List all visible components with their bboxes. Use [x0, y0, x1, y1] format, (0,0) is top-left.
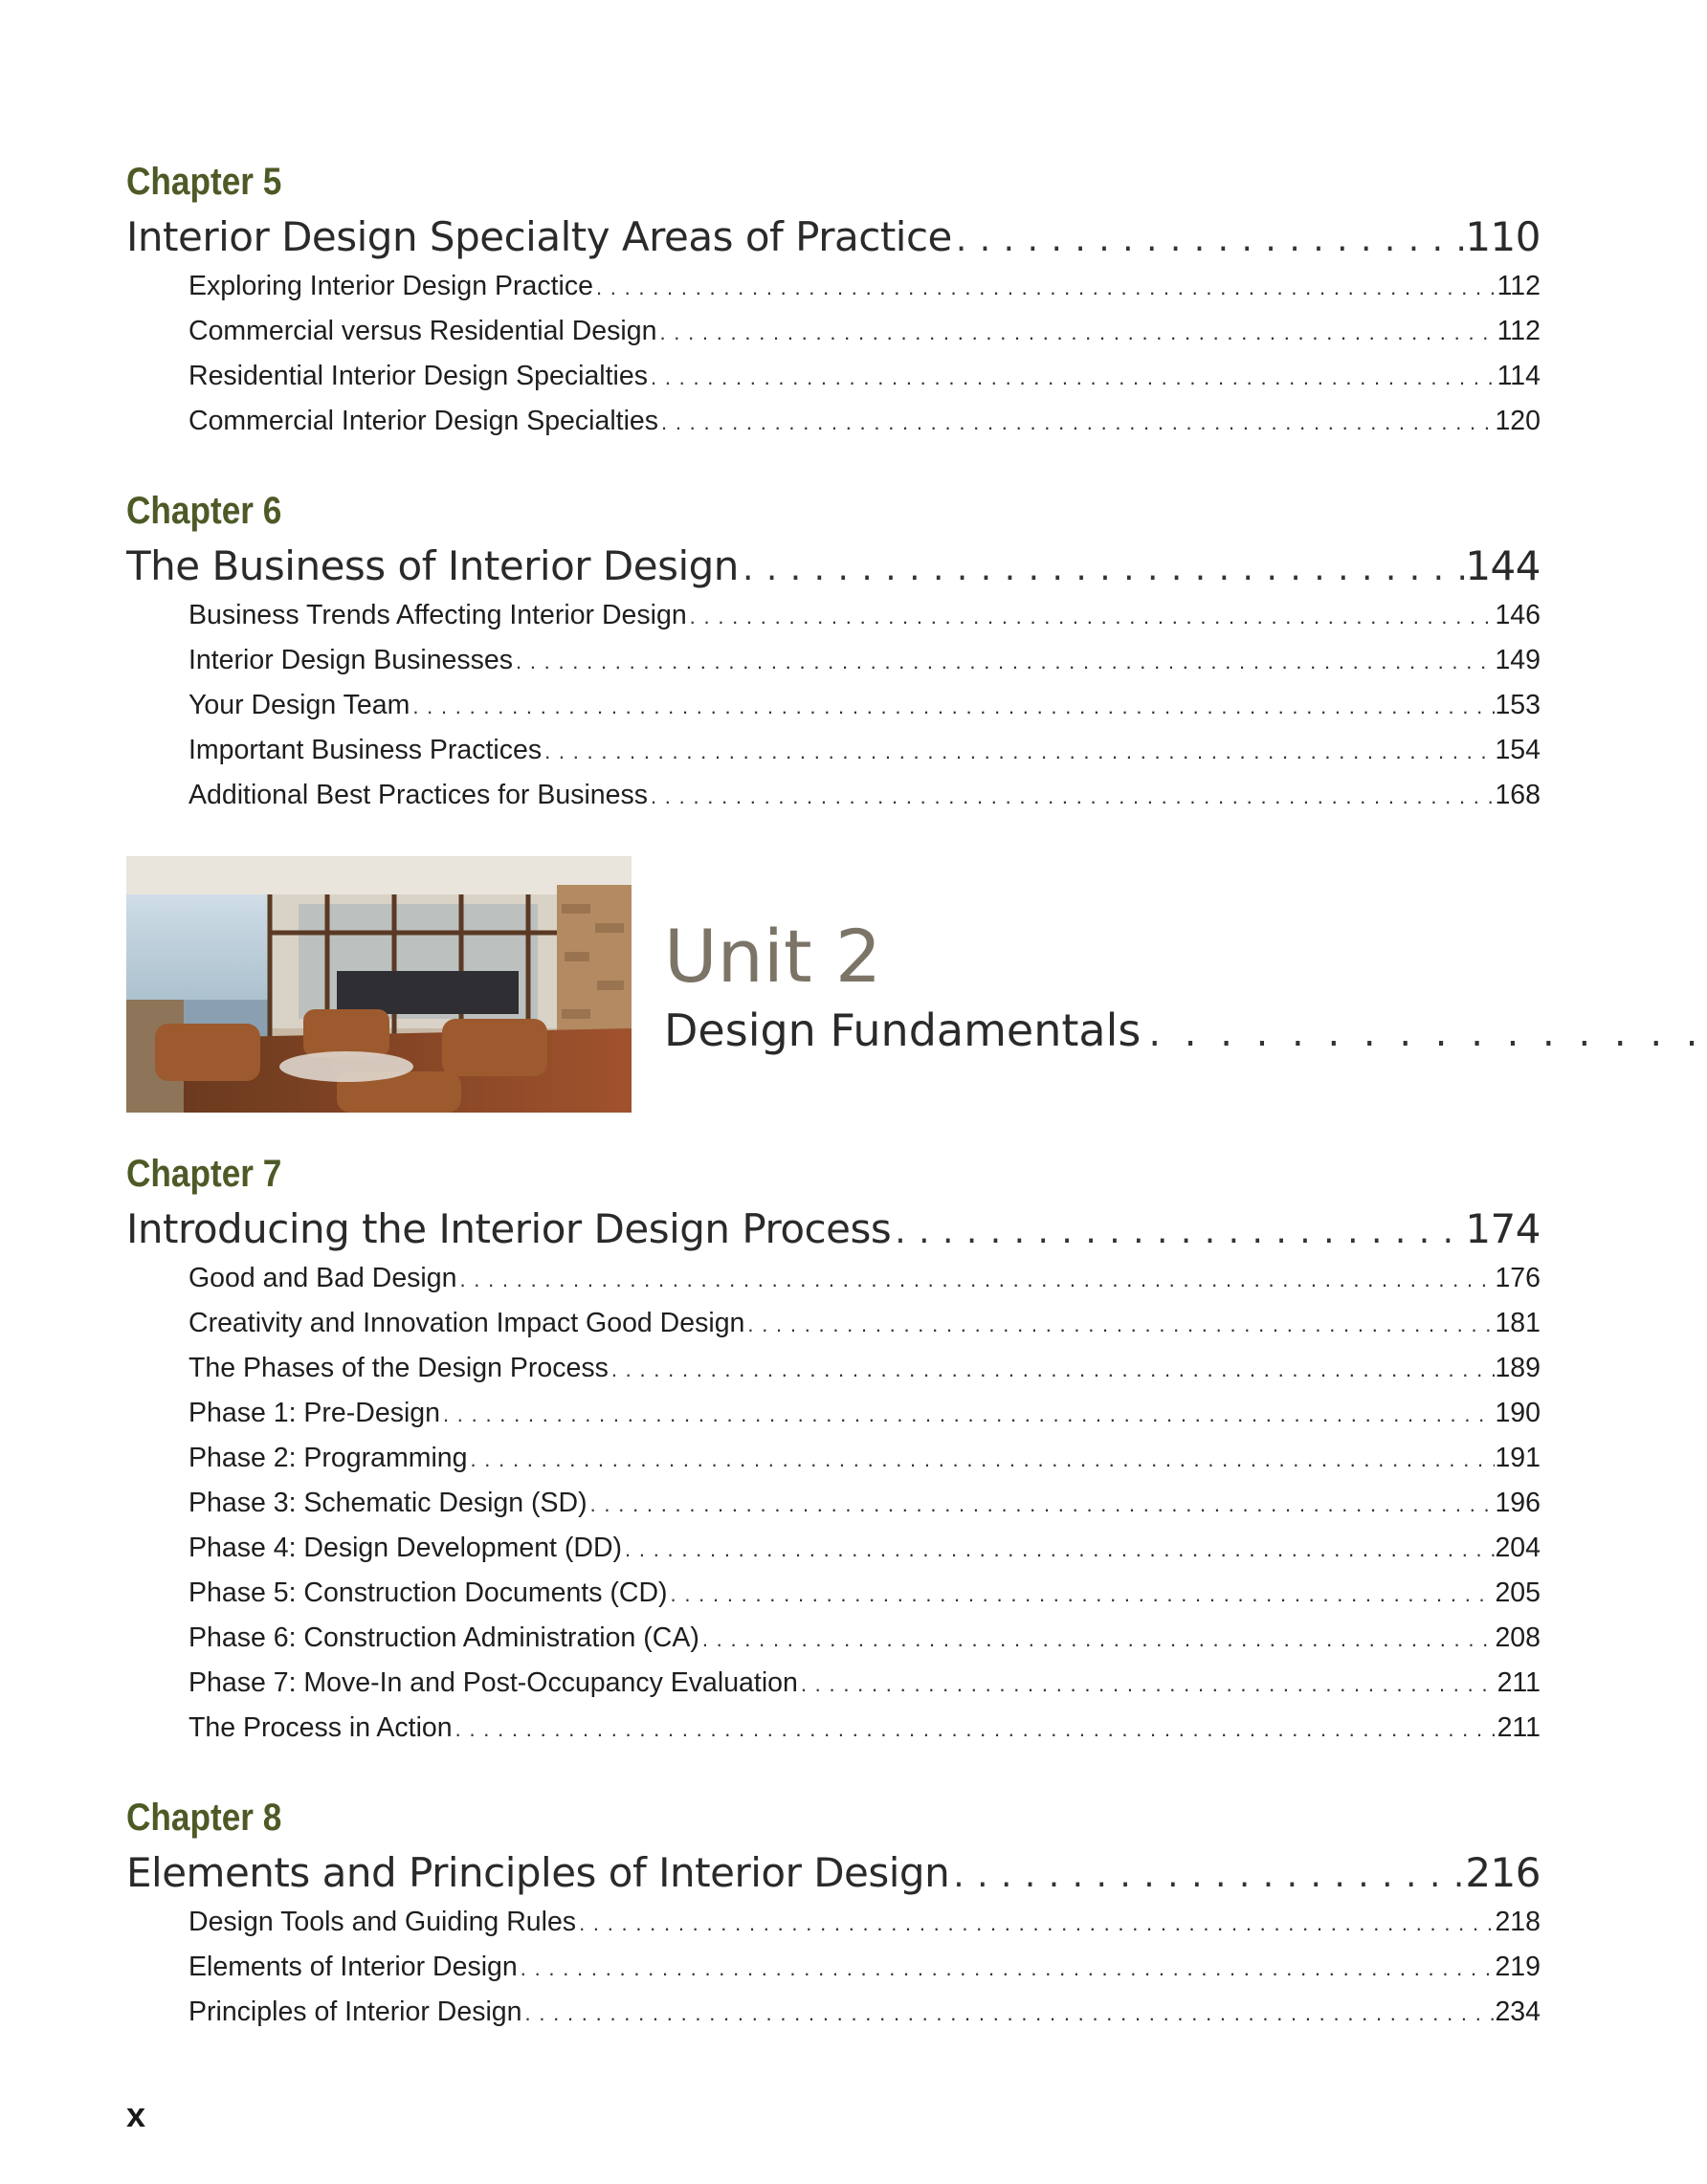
chapters-group-after-unit [126, 1145, 1541, 2035]
section-entry[interactable] [188, 1481, 1541, 1526]
section-entry[interactable] [188, 593, 1541, 638]
section-page: 120 [1495, 406, 1541, 436]
chapter-title: The Business of Interior Design [126, 542, 739, 589]
chapter-title: Elements and Principles of Interior Design [126, 1849, 950, 1896]
section-entry[interactable] [188, 638, 1541, 683]
unit-heading [664, 856, 1707, 1061]
dot-leader [593, 265, 1497, 309]
chapter-title: Interior Design Specialty Areas of Practice [126, 213, 952, 260]
section-page: 191 [1495, 1443, 1541, 1473]
section-title: Phase 4: Design Development (DD) [188, 1533, 623, 1563]
chapters-group-before-unit [126, 153, 1541, 818]
section-page: 154 [1495, 735, 1541, 765]
section-list [188, 264, 1541, 444]
section-page: 219 [1495, 1952, 1541, 1982]
chapter-page: 144 [1465, 542, 1541, 589]
section-entry[interactable] [188, 354, 1541, 399]
chapter-page: 110 [1465, 213, 1541, 260]
unit-label: Unit 2 [664, 914, 882, 999]
page-folio: x [126, 2095, 146, 2134]
unit-photo-conference-lounge [126, 856, 632, 1113]
chapter-page: 174 [1465, 1205, 1541, 1252]
section-entry[interactable] [188, 1571, 1541, 1616]
section-title: Commercial versus Residential Design [188, 316, 657, 346]
dot-leader [576, 1901, 1495, 1945]
dot-leader [542, 729, 1495, 773]
section-title: Phase 3: Schematic Design (SD) [188, 1488, 587, 1518]
section-entry[interactable] [188, 1706, 1541, 1751]
section-entry[interactable] [188, 728, 1541, 773]
section-page: 149 [1495, 645, 1541, 675]
section-title: Principles of Interior Design [188, 1996, 522, 2027]
section-title: Good and Bad Design [188, 1263, 457, 1293]
dot-leader [687, 594, 1496, 638]
section-entry[interactable] [188, 1346, 1541, 1391]
chapter-title: Introducing the Interior Design Process [126, 1205, 892, 1252]
section-page: 211 [1496, 1667, 1541, 1698]
section-title: Phase 2: Programming [188, 1443, 468, 1473]
section-page: 153 [1495, 690, 1541, 720]
section-title: Additional Best Practices for Business [188, 780, 648, 810]
section-entry[interactable] [188, 264, 1541, 309]
section-entry[interactable] [188, 773, 1541, 818]
section-title: Design Tools and Guiding Rules [188, 1907, 577, 1937]
section-entry[interactable] [188, 1616, 1541, 1661]
dot-leader [440, 1392, 1495, 1436]
section-page: 189 [1495, 1353, 1541, 1383]
section-list [188, 593, 1541, 818]
section-title: Residential Interior Design Specialties [188, 361, 648, 391]
dot-leader [456, 1257, 1495, 1301]
section-page: 234 [1495, 1996, 1541, 2027]
chapter-block [126, 153, 1541, 444]
dot-leader [410, 684, 1495, 728]
dot-leader [949, 1849, 1465, 1900]
section-title: Phase 7: Move-In and Post-Occupancy Evaluation [188, 1667, 798, 1698]
section-entry[interactable] [188, 399, 1541, 444]
section-title: Phase 6: Construction Administration (CA) [188, 1622, 699, 1653]
dot-leader [518, 1946, 1496, 1990]
section-title: Elements of Interior Design [188, 1952, 518, 1982]
dot-leader [648, 774, 1495, 818]
section-title: The Process in Action [188, 1712, 453, 1743]
section-page: 181 [1495, 1308, 1541, 1338]
chapter-page: 216 [1465, 1849, 1541, 1896]
section-page: 176 [1495, 1263, 1541, 1293]
chapter-title-line[interactable] [126, 540, 1541, 593]
chapter-block [126, 482, 1541, 818]
section-page: 211 [1496, 1712, 1541, 1743]
section-entry[interactable] [188, 1391, 1541, 1436]
chapter-label: Chapter 6 [126, 490, 282, 532]
unit-title-line[interactable] [664, 1000, 1707, 1061]
section-entry[interactable] [188, 1661, 1541, 1706]
dot-leader [699, 1617, 1496, 1661]
dot-leader [744, 1302, 1495, 1346]
chapter-label: Chapter 5 [126, 161, 282, 203]
section-entry[interactable] [188, 683, 1541, 728]
section-page: 218 [1495, 1907, 1541, 1937]
section-page: 190 [1495, 1398, 1541, 1428]
dot-leader [952, 213, 1465, 264]
section-title: Phase 5: Construction Documents (CD) [188, 1577, 668, 1608]
chapter-title-line[interactable] [126, 1846, 1541, 1900]
chapter-block [126, 1789, 1541, 2035]
section-entry[interactable] [188, 1990, 1541, 2035]
dot-leader [622, 1527, 1495, 1571]
section-page: 114 [1496, 361, 1541, 391]
section-page: 204 [1495, 1533, 1541, 1563]
section-list [188, 1900, 1541, 2035]
section-title: Important Business Practices [188, 735, 543, 765]
section-title: Commercial Interior Design Specialties [188, 406, 659, 436]
section-page: 208 [1495, 1622, 1541, 1653]
dot-leader [522, 1991, 1496, 2035]
section-entry[interactable] [188, 1945, 1541, 1990]
section-title: Your Design Team [188, 690, 410, 720]
chapter-title-line[interactable] [126, 1202, 1541, 1256]
unit-header [126, 856, 1541, 1113]
section-title: Exploring Interior Design Practice [188, 271, 593, 301]
section-entry[interactable] [188, 1436, 1541, 1481]
section-title: Business Trends Affecting Interior Design [188, 600, 687, 630]
dot-leader [648, 355, 1497, 399]
section-page: 168 [1495, 780, 1541, 810]
section-page: 196 [1495, 1488, 1541, 1518]
dot-leader [609, 1347, 1496, 1391]
chapter-label: Chapter 7 [126, 1153, 282, 1195]
dot-leader [891, 1205, 1465, 1256]
section-page: 112 [1496, 316, 1541, 346]
section-entry[interactable] [188, 1301, 1541, 1346]
dot-leader [453, 1707, 1497, 1751]
section-entry[interactable] [188, 1256, 1541, 1301]
section-page: 112 [1496, 271, 1541, 301]
unit-title: Design Fundamentals [664, 1004, 1142, 1056]
dot-leader [513, 639, 1495, 683]
section-entry[interactable] [188, 309, 1541, 354]
dot-leader [656, 310, 1496, 354]
lounge-illustration [126, 856, 632, 1113]
dot-leader [587, 1482, 1496, 1526]
dot-leader [739, 542, 1465, 593]
section-page: 146 [1495, 600, 1541, 630]
section-title: Phase 1: Pre-Design [188, 1398, 440, 1428]
section-list [188, 1256, 1541, 1751]
table-of-contents [126, 153, 1541, 2073]
section-title: Creativity and Innovation Impact Good Design [188, 1308, 745, 1338]
chapter-title-line[interactable] [126, 210, 1541, 264]
dot-leader [668, 1572, 1496, 1616]
dot-leader [1141, 1003, 1707, 1061]
dot-leader [658, 400, 1495, 444]
chapter-label: Chapter 8 [126, 1797, 282, 1839]
section-title: The Phases of the Design Process [188, 1353, 609, 1383]
chapter-block [126, 1145, 1541, 1751]
section-page: 205 [1495, 1577, 1541, 1608]
section-entry[interactable] [188, 1526, 1541, 1571]
dot-leader [798, 1662, 1497, 1706]
section-title: Interior Design Businesses [188, 645, 513, 675]
section-entry[interactable] [188, 1900, 1541, 1945]
dot-leader [467, 1437, 1495, 1481]
